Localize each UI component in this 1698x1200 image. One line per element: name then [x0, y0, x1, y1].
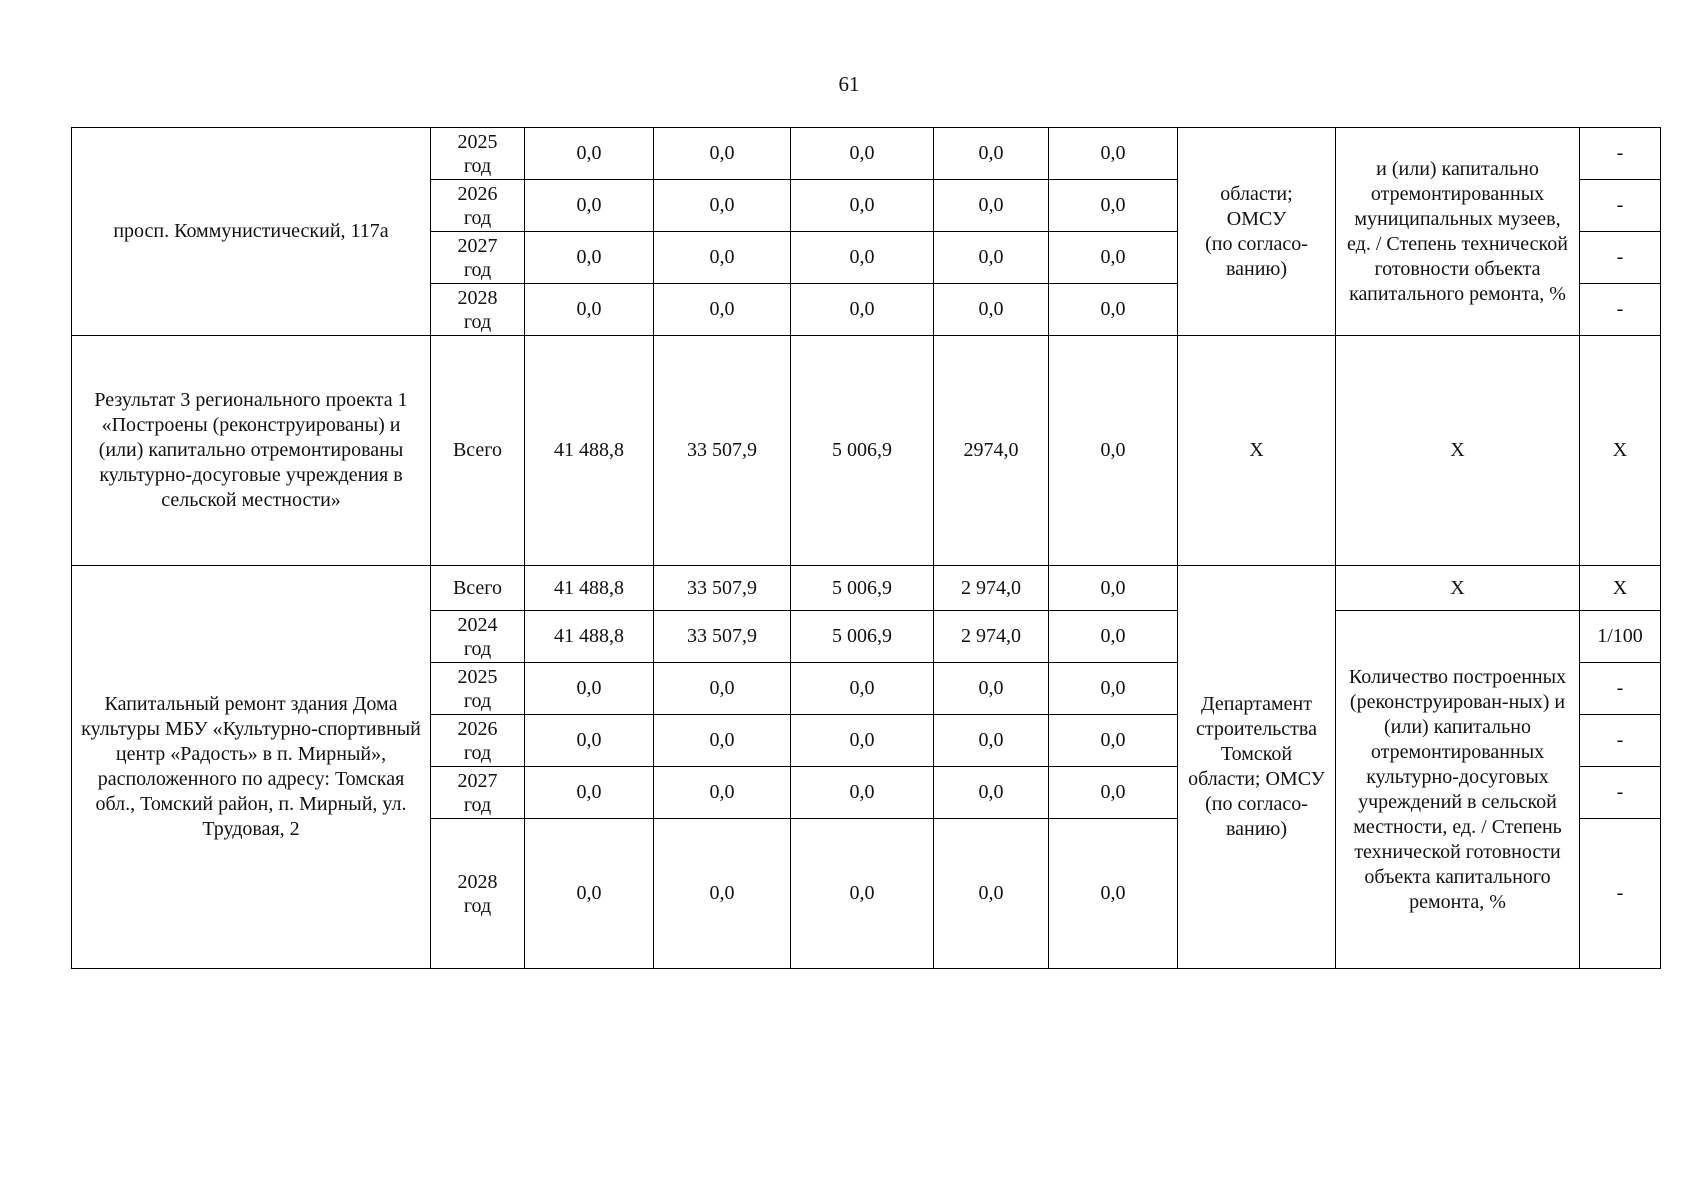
year-value: 2026 — [457, 717, 498, 740]
amount-cell: 0,0 — [791, 767, 934, 819]
amount-cell: 0,0 — [654, 663, 791, 715]
year-value: 2026 — [457, 182, 498, 205]
amount-cell: 5 006,9 — [791, 566, 934, 611]
table-row — [72, 566, 1661, 611]
year-value: 2025 — [457, 665, 498, 688]
year-unit: год — [463, 154, 492, 177]
year-unit: год — [463, 793, 492, 816]
amount-cell: 0,0 — [934, 767, 1049, 819]
year-unit: год — [463, 637, 492, 660]
amount-cell: 0,0 — [525, 715, 654, 767]
year-value: 2025 — [457, 130, 498, 153]
period-cell — [431, 767, 525, 819]
year-unit: год — [463, 310, 492, 333]
year-value: 2024 — [457, 613, 498, 636]
amount-cell: 0,0 — [1049, 284, 1178, 336]
table-row — [72, 336, 1661, 566]
period-cell: Всего — [431, 336, 525, 566]
amount-cell: 0,0 — [525, 180, 654, 232]
amount-cell: 5 006,9 — [791, 611, 934, 663]
year-value: 2028 — [457, 286, 498, 309]
amount-cell: 5 006,9 — [791, 336, 934, 566]
target-cell: - — [1580, 180, 1661, 232]
amount-cell: 0,0 — [1049, 180, 1178, 232]
period-cell — [431, 819, 525, 969]
page-number: 61 — [838, 72, 860, 96]
program-table — [71, 127, 1661, 969]
amount-cell: 0,0 — [934, 663, 1049, 715]
target-cell: - — [1580, 663, 1661, 715]
target-cell: - — [1580, 819, 1661, 969]
amount-cell: 0,0 — [1049, 715, 1178, 767]
amount-cell: 2 974,0 — [934, 611, 1049, 663]
object-name: просп. Коммунистический, 117а — [72, 128, 431, 336]
amount-cell: 0,0 — [1049, 819, 1178, 969]
target-cell: - — [1580, 767, 1661, 819]
amount-cell: 33 507,9 — [654, 566, 791, 611]
period-cell — [431, 663, 525, 715]
object-name: Капитальный ремонт здания Дома культуры МБУ «Культурно-спортивный центр «Радость» в п. Мирный», расположенного по адресу: Томская обл., Томский район, п. Мирный, ул. Трудовая, 2 — [72, 566, 431, 969]
amount-cell: 2 974,0 — [934, 566, 1049, 611]
amount-cell: 0,0 — [934, 128, 1049, 180]
indicator-cell: Х — [1336, 336, 1580, 566]
target-cell: Х — [1580, 566, 1661, 611]
period-cell — [431, 232, 525, 284]
amount-cell: 0,0 — [654, 715, 791, 767]
period-cell: Всего — [431, 566, 525, 611]
executor-cell: Х — [1178, 336, 1336, 566]
target-cell: - — [1580, 715, 1661, 767]
executor-cell: области; ОМСУ (по согласо- ванию) — [1178, 128, 1336, 336]
amount-cell: 0,0 — [934, 232, 1049, 284]
year-unit: год — [463, 741, 492, 764]
amount-cell: 41 488,8 — [525, 566, 654, 611]
period-cell — [431, 180, 525, 232]
table-row — [72, 128, 1661, 180]
amount-cell: 0,0 — [1049, 767, 1178, 819]
target-cell: Х — [1580, 336, 1661, 566]
amount-cell: 0,0 — [1049, 232, 1178, 284]
amount-cell: 0,0 — [1049, 566, 1178, 611]
period-cell — [431, 128, 525, 180]
amount-cell: 0,0 — [791, 232, 934, 284]
amount-cell: 0,0 — [525, 767, 654, 819]
amount-cell: 0,0 — [934, 715, 1049, 767]
amount-cell: 0,0 — [934, 284, 1049, 336]
amount-cell: 0,0 — [1049, 128, 1178, 180]
amount-cell: 0,0 — [525, 284, 654, 336]
amount-cell: 0,0 — [525, 663, 654, 715]
amount-cell: 2974,0 — [934, 336, 1049, 566]
year-unit: год — [463, 689, 492, 712]
executor-cell: Департамент строительства Томской области; ОМСУ (по согласо-ванию) — [1178, 566, 1336, 969]
amount-cell: 0,0 — [791, 663, 934, 715]
amount-cell: 41 488,8 — [525, 611, 654, 663]
amount-cell: 0,0 — [654, 180, 791, 232]
amount-cell: 0,0 — [791, 128, 934, 180]
year-unit: год — [463, 894, 492, 917]
target-cell: - — [1580, 284, 1661, 336]
amount-cell: 0,0 — [1049, 336, 1178, 566]
target-cell: - — [1580, 128, 1661, 180]
amount-cell: 0,0 — [934, 819, 1049, 969]
amount-cell: 0,0 — [934, 180, 1049, 232]
amount-cell: 0,0 — [1049, 611, 1178, 663]
year-value: 2028 — [457, 870, 498, 893]
amount-cell: 0,0 — [654, 128, 791, 180]
period-cell — [431, 715, 525, 767]
amount-cell: 33 507,9 — [654, 611, 791, 663]
year-value: 2027 — [457, 234, 498, 257]
amount-cell: 0,0 — [654, 284, 791, 336]
amount-cell: 0,0 — [654, 767, 791, 819]
amount-cell: 0,0 — [525, 128, 654, 180]
amount-cell: 33 507,9 — [654, 336, 791, 566]
amount-cell: 0,0 — [525, 232, 654, 284]
amount-cell: 0,0 — [791, 715, 934, 767]
indicator-cell: Х — [1336, 566, 1580, 611]
target-cell: 1/100 — [1580, 611, 1661, 663]
target-cell: - — [1580, 232, 1661, 284]
year-unit: год — [463, 258, 492, 281]
indicator-cell: Количество построенных (реконструирован-ных) и (или) капитально отремонтированных культурно-досуговых учреждений в сельской местности, ед. / Степень технической готовности объекта капитального ремонта, % — [1336, 611, 1580, 969]
amount-cell: 0,0 — [791, 284, 934, 336]
result-name: Результат 3 регионального проекта 1 «Построены (реконструированы) и (или) капитально отремонтированы культурно-досуговые учреждения в сельской местности» — [72, 336, 431, 566]
period-cell — [431, 284, 525, 336]
amount-cell: 0,0 — [654, 232, 791, 284]
amount-cell: 0,0 — [791, 180, 934, 232]
amount-cell: 0,0 — [654, 819, 791, 969]
table-body — [72, 128, 1661, 969]
amount-cell: 0,0 — [1049, 663, 1178, 715]
amount-cell: 0,0 — [791, 819, 934, 969]
amount-cell: 41 488,8 — [525, 336, 654, 566]
indicator-cell: и (или) капитально отремонтированных муниципальных музеев, ед. / Степень технической готовности объекта капитального ремонта, % — [1336, 128, 1580, 336]
amount-cell: 0,0 — [525, 819, 654, 969]
period-cell — [431, 611, 525, 663]
year-unit: год — [463, 206, 492, 229]
year-value: 2027 — [457, 769, 498, 792]
